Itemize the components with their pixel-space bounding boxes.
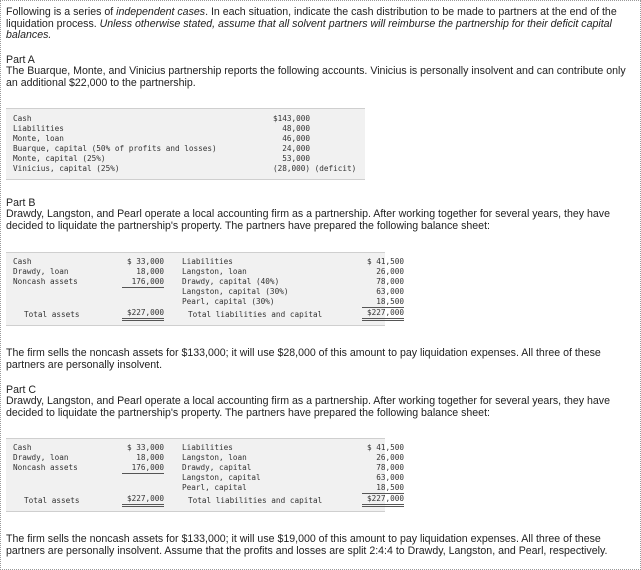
part-b-heading: Part B [6, 197, 36, 209]
liability-value: $ 41,500 [366, 257, 404, 266]
liability-value: 18,500 [362, 483, 404, 494]
part-c-description: Drawdy, Langston, and Pearl operate a local accounting firm as a partnership. After working together for several years, they have decided to liquidate the partnership's property. The partners have prepared the following balance sheet: [6, 395, 610, 419]
part-a-accounts-table [6, 108, 365, 180]
asset-value: 176,000 [122, 463, 164, 474]
liability-label: Liabilities [182, 257, 233, 266]
table-row-label: Vinicius, capital (25%) [13, 164, 120, 173]
liability-value: 63,000 [376, 287, 404, 296]
total-liabilities-value: $227,000 [362, 308, 404, 321]
asset-value: 18,000 [136, 267, 164, 276]
table-row-value: 24,000 [282, 144, 310, 153]
liability-label: Langston, capital [182, 473, 261, 482]
total-liabilities-label: Total liabilities and capital [188, 310, 323, 319]
liability-value: 18,500 [362, 297, 404, 308]
table-row-label: Cash [13, 114, 32, 123]
table-row-label: Liabilities [13, 124, 64, 133]
asset-label: Cash [13, 443, 32, 452]
intro-text: Following is a series of [6, 6, 117, 18]
asset-label: Cash [13, 257, 32, 266]
liability-label: Langston, loan [182, 267, 247, 276]
part-a-heading: Part A [6, 54, 35, 66]
liability-value: 26,000 [376, 267, 404, 276]
table-row-value: (28,000) (deficit) [273, 164, 357, 173]
total-liabilities-value: $227,000 [362, 494, 404, 507]
total-assets-value: $227,000 [122, 308, 164, 321]
liability-value: 78,000 [376, 277, 404, 286]
total-assets-label: Total assets [24, 496, 80, 505]
total-assets-label: Total assets [24, 310, 80, 319]
intro-text-2: . In each situation, indicate the cash distribution to be made to partners at the end of the liquidation process. [6, 6, 617, 30]
liability-label: Langston, capital (30%) [182, 287, 289, 296]
table-row-label: Monte, capital (25%) [13, 154, 106, 163]
liability-value: $ 41,500 [366, 443, 404, 452]
asset-value: $ 33,000 [126, 443, 164, 452]
table-row-value: $143,000 [272, 114, 310, 123]
intro-italic-2: Unless otherwise stated, assume that all solvent partners will reimburse the partnership for their deficit capital balances. [6, 17, 612, 42]
part-a-description: The Buarque, Monte, and Vinicius partnership reports the following accounts. Vinicius is personally insolvent and can contribute only an additional $22,000 to the partnership. [6, 65, 626, 89]
liability-label: Liabilities [182, 443, 233, 452]
liability-label: Pearl, capital (30%) [182, 297, 275, 306]
liability-label: Langston, loan [182, 453, 247, 462]
asset-label: Noncash assets [13, 463, 78, 472]
total-liabilities-label: Total liabilities and capital [188, 496, 323, 505]
part-c-heading: Part C [6, 384, 37, 396]
liability-label: Drawdy, capital (40%) [182, 277, 280, 286]
table-row-value: 53,000 [282, 154, 310, 163]
total-assets-value: $227,000 [122, 494, 164, 507]
liability-label: Pearl, capital [182, 483, 247, 492]
liability-value: 78,000 [376, 463, 404, 472]
intro-italic-1: independent cases [116, 6, 206, 18]
part-b-sale-note: The firm sells the noncash assets for $133,000; it will use $28,000 of this amount to pay liquidation expenses. All three of these partners are personally insolvent. [6, 347, 601, 371]
liability-label: Drawdy, capital [182, 463, 252, 472]
asset-label: Noncash assets [13, 277, 78, 286]
table-row-label: Buarque, capital (50% of profits and losses) [13, 144, 217, 153]
part-b-balance-sheet [6, 252, 404, 326]
intro-paragraph [6, 7, 634, 42]
asset-value: 176,000 [122, 277, 164, 288]
part-c-sale-note: The firm sells the noncash assets for $133,000; it will use $19,000 of this amount to pay liquidation expenses. All three of these partners are personally insolvent. Assume that the profits and losses are split 2:4:4 to Drawdy, Langston, and Pearl, respectively. [6, 533, 608, 557]
table-row-value: 46,000 [282, 134, 310, 143]
asset-value: $ 33,000 [126, 257, 164, 266]
table-row-value: 48,000 [282, 124, 310, 133]
table-row-label: Monte, loan [13, 134, 64, 143]
asset-label: Drawdy, loan [13, 453, 69, 462]
part-c-balance-sheet [6, 438, 404, 512]
liability-value: 26,000 [376, 453, 404, 462]
asset-label: Drawdy, loan [13, 267, 69, 276]
liability-value: 63,000 [376, 473, 404, 482]
asset-value: 18,000 [136, 453, 164, 462]
part-b-description: Drawdy, Langston, and Pearl operate a local accounting firm as a partnership. After working together for several years, they have decided to liquidate the partnership's property. The partners have prepared the following balance sheet: [6, 208, 610, 232]
